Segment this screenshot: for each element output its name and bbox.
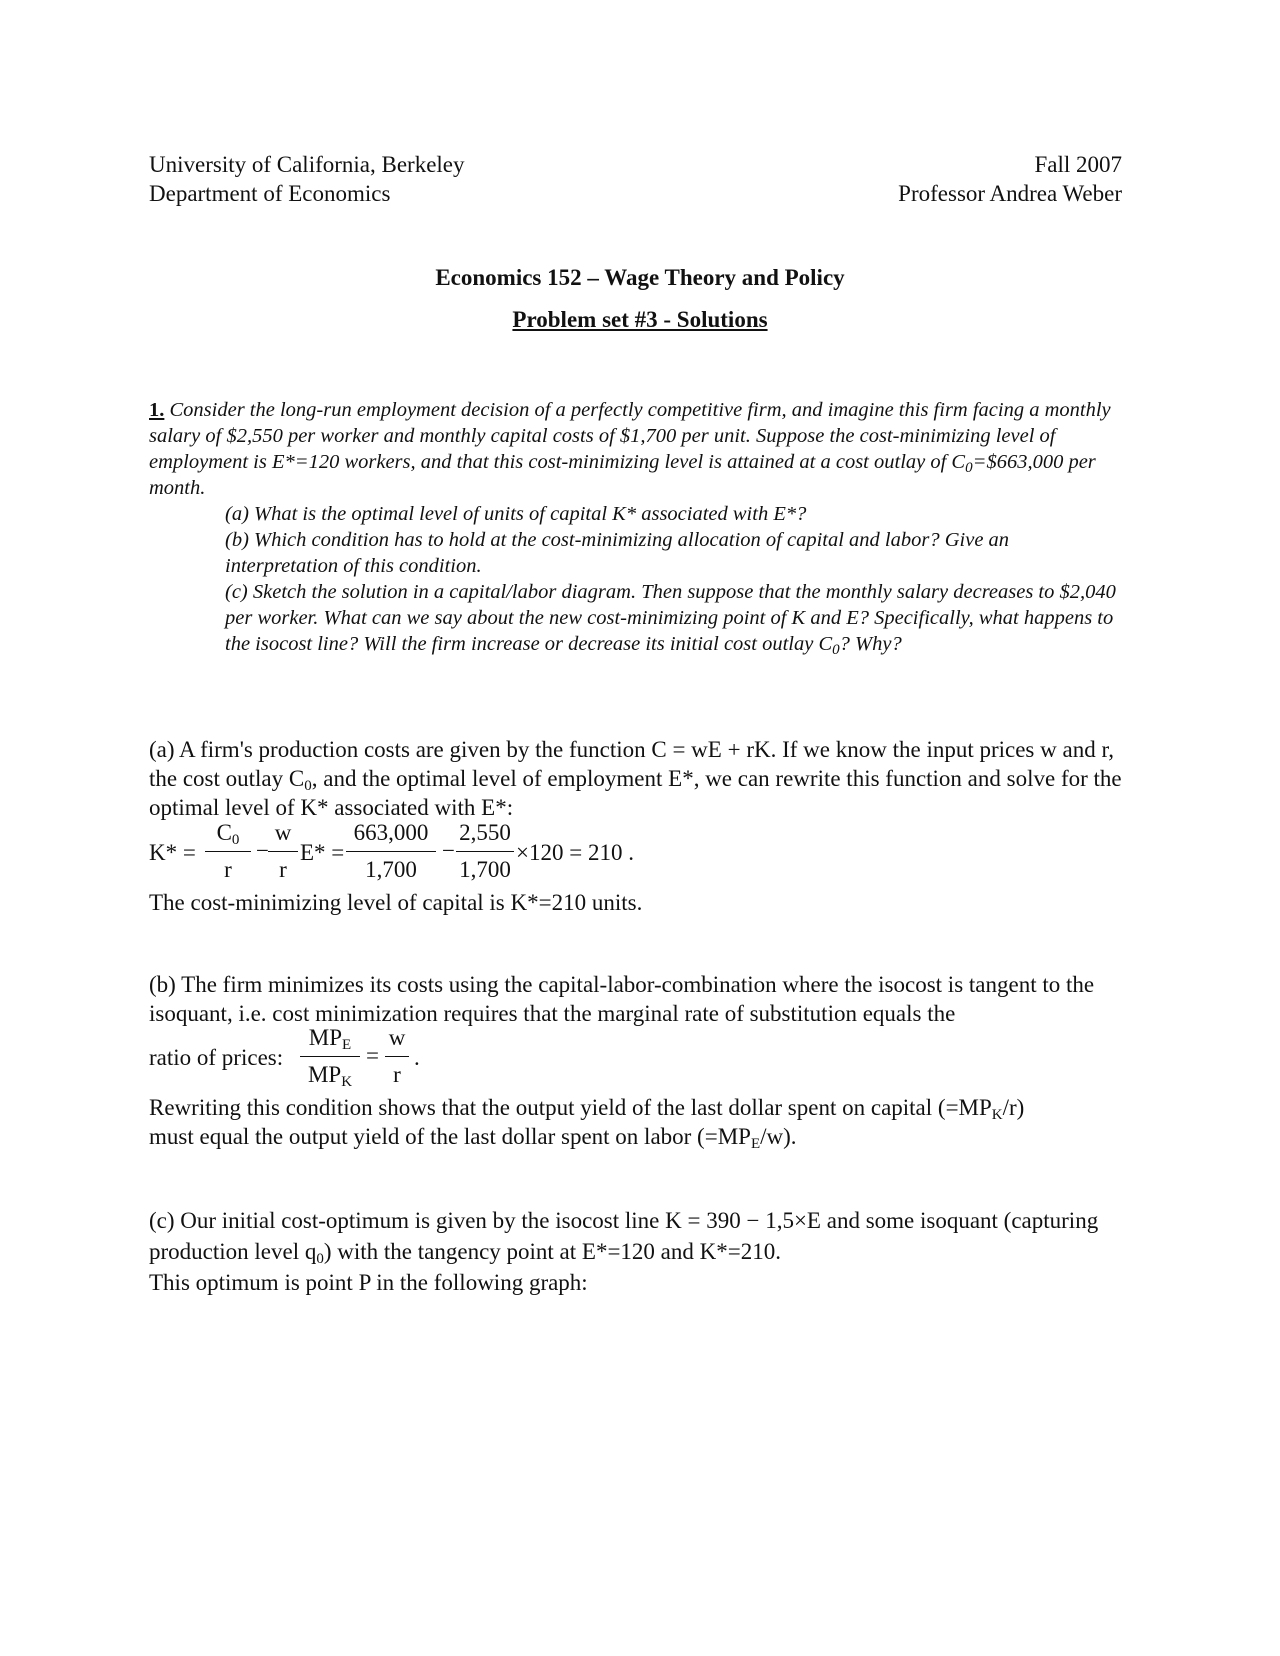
answer-a-text: (a) A firm's production costs are given by the function C = wE + rK. If we know the input prices w and r, the cost outlay $C_0$, and the optimal level of employment E*, we can rewrite this function and solve for the optimal level of K* associated with E*:	[149, 737, 1122, 820]
university-name: University of California, Berkeley	[149, 152, 465, 177]
price-ratio-den: r	[393, 1062, 401, 1087]
eq-frac4-line	[456, 851, 514, 852]
professor: Professor Andrea Weber	[898, 181, 1122, 206]
eq-frac1-line	[205, 851, 251, 852]
mrs-num: $MP_E$	[308, 1025, 352, 1053]
answer-c-text: (c) Our initial cost-optimum is given by the isocost line K = 390 − 1,5×E and some isoquant (capturing production level $q_0$) with the tangency point at E*=120 and K*=210. This optimum is point P in the following graph:	[149, 1205, 1129, 1298]
isocost-formula: K = 390 − 1,5×E	[665, 1208, 821, 1233]
document-page: University of California, Berkeley Department of Economics Fall 2007 Professor Andrea Weber Economics 152 – Wage Theory and Policy Problem set #3 - Solutions 1. Consider the long-run employment decision of a perfectly competitive firm, and imagine this firm facing a monthly salary of $2,550 per worker and monthly capital costs of $1,700 per unit. Suppose the cost-minimizing level of employment is E*=120 workers, and that this cost-minimizing level is attained at a cost outlay of $C_0=\$663,000$ per month. (a) What is the optimal level of units of capital K* associated with E*? (b) Which condition has to hold at the cost-minimizing allocation of capital and labor? Give an interpretation of this condition. (c) Sketch the solution in a capital/labor diagram. Then suppose that the monthly salary decreases to $2,040 per worker. What can we say about the new cost-minimizing point of K and E? Specifically, what happens to the isocost line? Will the firm increase or decrease its initial cost outlay $C_0$? Why? (a) A firm's production costs are given by the function C = wE + rK. If we know the input prices w and r, the cost outlay $C_0$, and the optimal level of employment E*, we can rewrite this function and solve for the optimal level of K* associated with E*: K* = $C_0$ r − w r E* = 663,000 1,700 − 2,550 1,700 ×120 = 210 . The cost-minimizing level of capital is K*=210 units. (b) The firm minimizes its costs using the capital-labor-combination where the isocost is tangent to the isoquant, i.e. cost minimization requires that the marginal rate of substitution equals the ratio of prices: $MP_E$ $MP_K$ = w r . Rewriting this condition shows that the output yield of the last dollar spent on capital $(=MP_K/r)$ must equal the output yield of the last dollar spent on labor $(=MP_E/w)$. (c) Our initial cost-optimum is given by the isocost line K = 390 − 1,5×E and some isoquant (capturing production level $q_0$) with the tangency point at E*=120 and K*=210. This optimum is point P in the following graph:	[0, 0, 1280, 1656]
question-1	[149, 397, 1124, 657]
cost-function: C = wE + rK	[651, 737, 771, 762]
eq-frac2-num: w	[274, 820, 292, 845]
eq-frac3-den: 1,700	[365, 857, 417, 882]
price-ratio-num: w	[388, 1025, 406, 1050]
eq-frac1-num: $C_0$	[216, 820, 240, 848]
answer-c-graph-intro: This optimum is point P in the following graph:	[149, 1270, 588, 1295]
header-left	[149, 150, 465, 208]
mrs-line	[300, 1056, 360, 1057]
eq-frac1-den: r	[224, 857, 232, 882]
answer-a-result: The cost-minimizing level of capital is K*=210 units.	[149, 890, 643, 915]
question-part-a: (a) What is the optimal level of units of capital K* associated with E*?	[225, 503, 807, 525]
course-title: Economics 152 – Wage Theory and Policy	[435, 265, 845, 290]
eq-frac3-num: 663,000	[353, 820, 429, 845]
eq-frac3-line	[346, 851, 436, 852]
term: Fall 2007	[1034, 152, 1122, 177]
eq-frac2-den: r	[279, 857, 287, 882]
question-number: 1.	[149, 399, 165, 421]
header-right	[898, 150, 1122, 208]
eq-frac4-den: 1,700	[459, 857, 511, 882]
eq-frac4-num: 2,550	[459, 820, 511, 845]
question-intro: 1. Consider the long-run employment decision of a perfectly competitive firm, and imagine this firm facing a monthly salary of $2,550 per worker and monthly capital costs of $1,700 per unit. Suppose the cost-minimizing level of employment is E*=120 workers, and that this cost-minimizing level is attained at a cost outlay of $C_0=\$663,000$ per month.	[149, 399, 1111, 499]
department-name: Department of Economics	[149, 181, 391, 206]
problem-set-title: Problem set #3 - Solutions	[512, 307, 768, 332]
price-ratio-line	[385, 1056, 409, 1057]
question-part-b: (b) Which condition has to hold at the cost-minimizing allocation of capital and labor? Give an interpretation of this condition.	[225, 529, 1010, 577]
answer-b-rewrite: Rewriting this condition shows that the output yield of the last dollar spent on capital $(=MP_K/r)$ must equal the output yield of the last dollar spent on labor $(=MP_E/w)$.	[149, 1095, 1025, 1152]
question-part-c: (c) Sketch the solution in a capital/labor diagram. Then suppose that the monthly salary decreases to $2,040 per worker. What can we say about the new cost-minimizing point of K and E? Specifically, what happens to the isocost line? Will the firm increase or decrease its initial cost outlay $C_0$? Why?	[225, 581, 1116, 658]
answer-b-text: (b) The firm minimizes its costs using the capital-labor-combination where the isocost is tangent to the isoquant, i.e. cost minimization requires that the marginal rate of substitution equals the	[149, 972, 1095, 1026]
mrs-den: $MP_K$	[307, 1062, 353, 1090]
eq-frac2-line	[268, 851, 298, 852]
